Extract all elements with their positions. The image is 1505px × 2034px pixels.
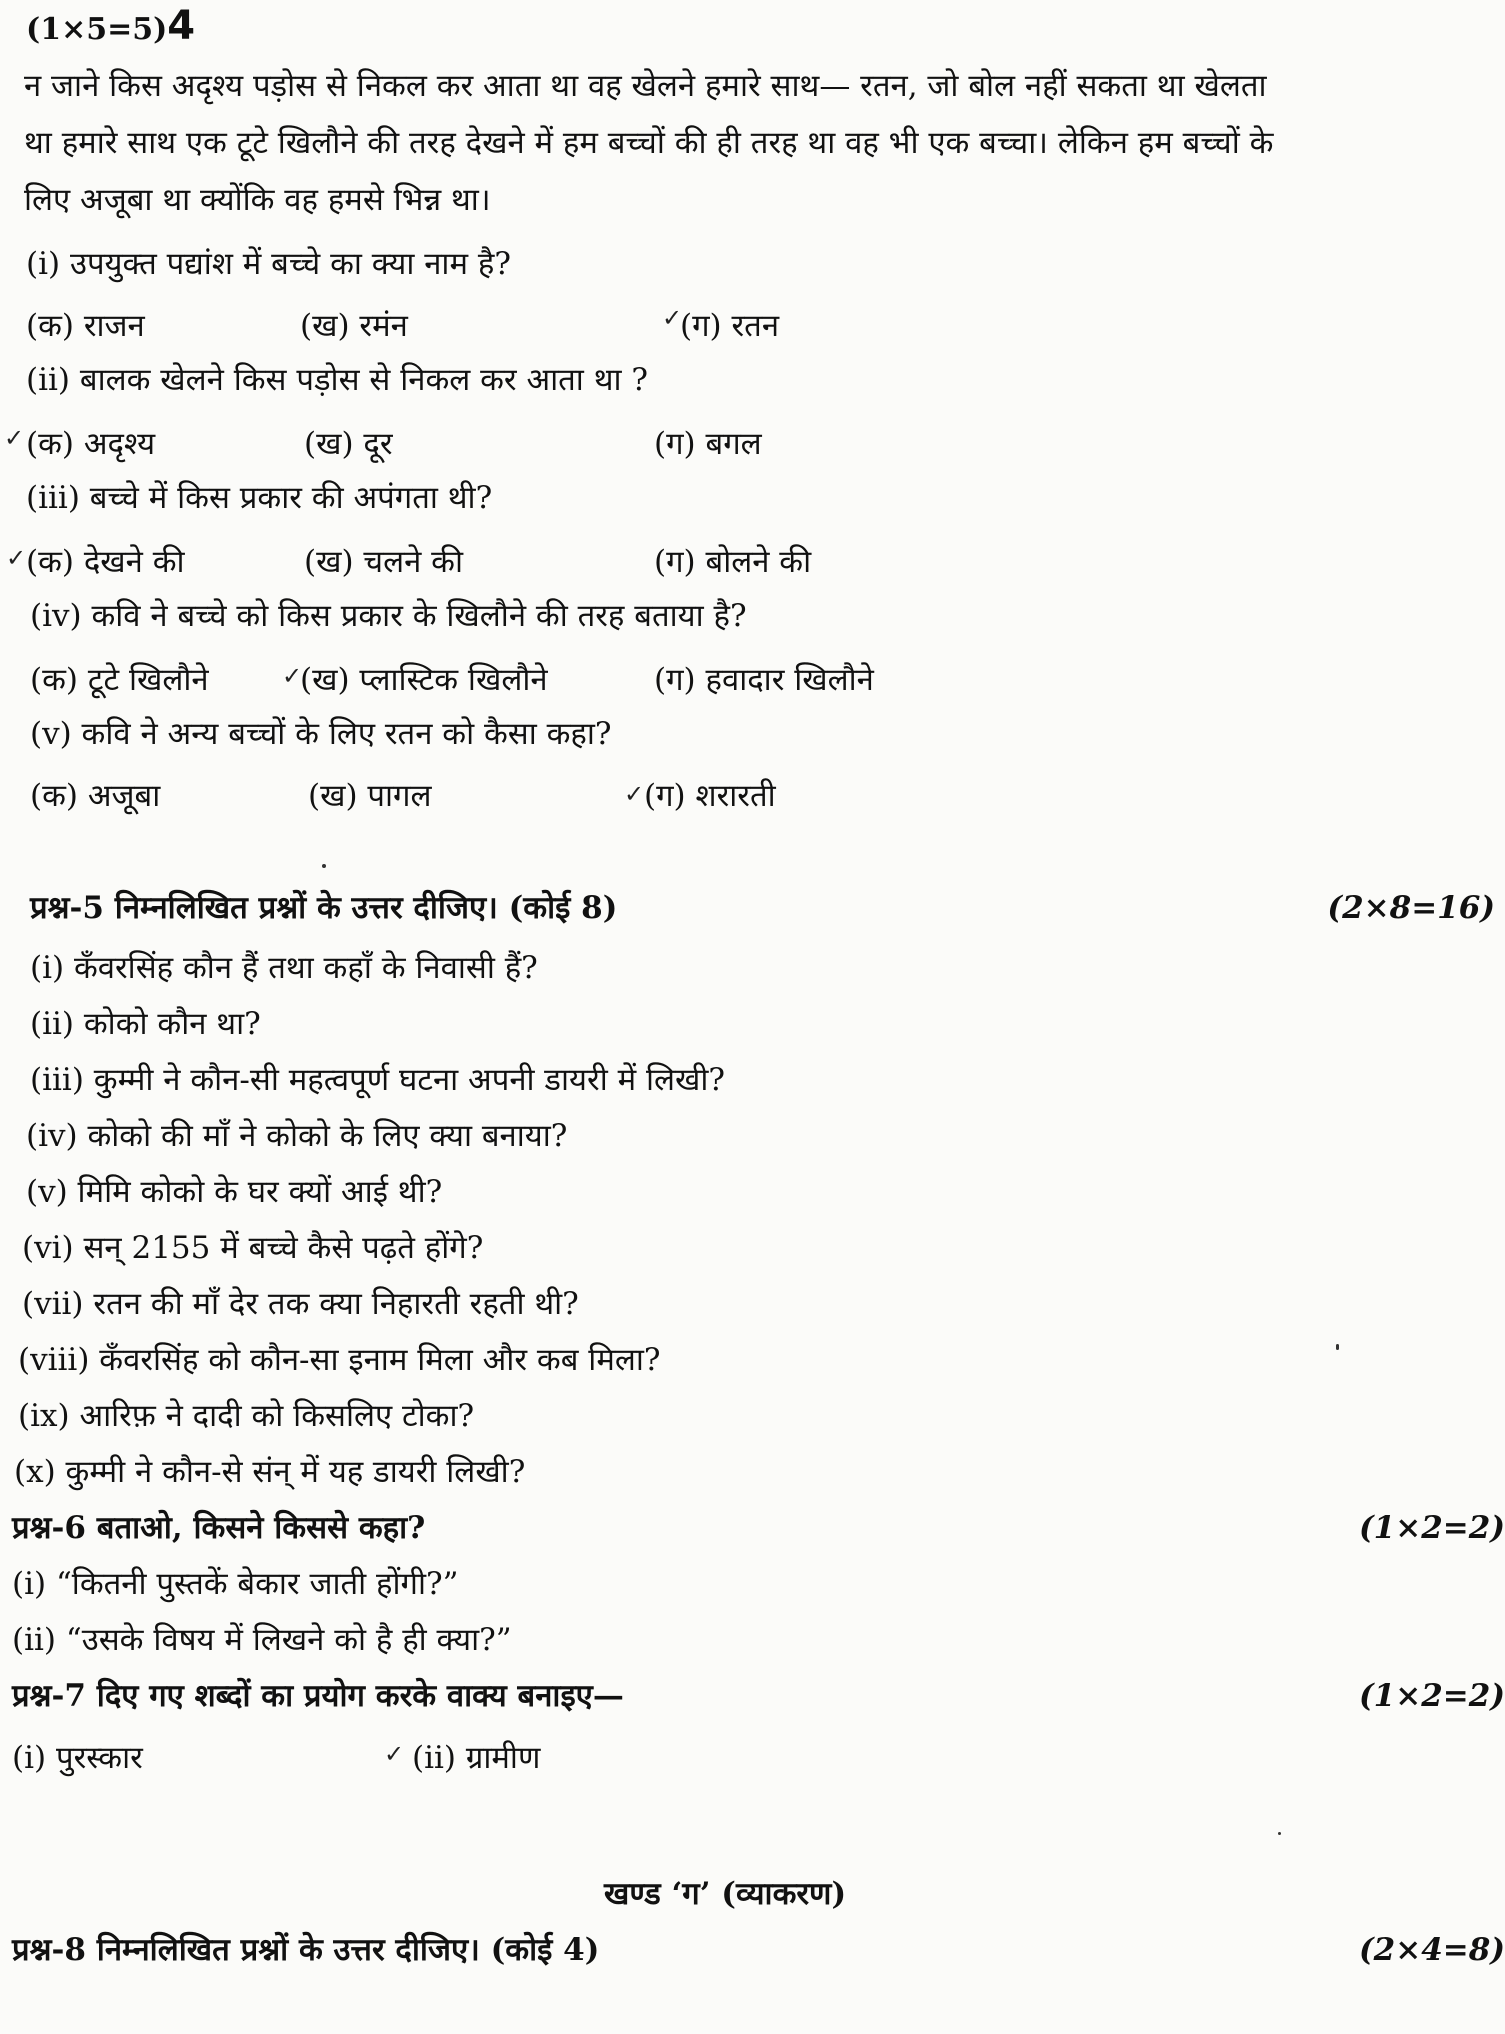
question-8-title: प्रश्न-8 निम्नलिखित प्रश्नों के उत्तर दीजिए। (कोई 4) [12, 1932, 600, 1968]
stray-mark [322, 864, 326, 868]
stray-mark [1336, 1344, 1339, 1350]
question-item: (viii) कँवरसिंह को कौन-सा इनाम मिला और कब मिला? [18, 1342, 661, 1378]
word-item: (i) पुरस्कार [12, 1740, 143, 1776]
mcq-option: (क) टूटे खिलौने [30, 662, 209, 698]
tick-mark-icon: ✓ [4, 424, 25, 452]
mcq-option: (ख) रमंन [300, 308, 408, 344]
mcq-question: (iv) कवि ने बच्चे को किस प्रकार के खिलौने की तरह बताया है? [30, 598, 747, 634]
question-7-marks: (1×2=2) [1359, 1678, 1505, 1714]
question-7-title: प्रश्न-7 दिए गए शब्दों का प्रयोग करके वाक्य बनाइए— [12, 1678, 624, 1714]
mcq-option: (ख) प्लास्टिक खिलौने [300, 662, 548, 698]
mcq-question: (v) कवि ने अन्य बच्चों के लिए रतन को कैसा कहा? [30, 716, 612, 752]
question-item: (v) मिमि कोको के घर क्यों आई थी? [26, 1174, 443, 1210]
passage-line: था हमारे साथ एक टूटे खिलौने की तरह देखने में हम बच्चों की ही तरह था वह भी एक बच्चा। लेकिन हम बच्चों के [24, 125, 1274, 161]
mcq-option: (ख) दूर [304, 426, 393, 462]
tick-mark-icon: ✓ [384, 1740, 405, 1768]
mcq-option: (क) राजन [26, 308, 145, 344]
section-marks [26, 2, 195, 50]
question-item: (vii) रतन की माँ देर तक क्या निहारती रहती थी? [22, 1286, 579, 1322]
question-item: (x) कुम्मी ने कौन-से संन् में यह डायरी लिखी? [14, 1454, 526, 1490]
handwritten-mark: 4 [167, 3, 196, 49]
mcq-option: (ग) हवादार खिलौने [654, 662, 874, 698]
section-g-heading: खण्ड ‘ग’ (व्याकरण) [604, 1876, 847, 1912]
question-item: (iii) कुम्मी ने कौन-सी महत्वपूर्ण घटना अपनी डायरी में लिखी? [30, 1062, 726, 1098]
tick-mark-icon: ✓ [662, 304, 683, 332]
mcq-option: (क) अजूबा [30, 778, 161, 814]
question-item: (ix) आरिफ़ ने दादी को किसलिए टोका? [18, 1398, 475, 1434]
question-item: (iv) कोको की माँ ने कोको के लिए क्या बनाया? [26, 1118, 568, 1154]
question-5-marks: (2×8=16) [1327, 890, 1495, 926]
stray-mark [1278, 1832, 1281, 1835]
tick-mark-icon: ✓ [6, 544, 27, 572]
question-5-title: प्रश्न-5 निम्नलिखित प्रश्नों के उत्तर दीजिए। (कोई 8) [30, 890, 618, 926]
passage-line: लिए अजूबा था क्योंकि वह हमसे भिन्न था। [24, 182, 491, 218]
word-item: (ii) ग्रामीण [412, 1740, 541, 1776]
tick-mark-icon: ✓ [282, 662, 303, 690]
question-item: (ii) “उसके विषय में लिखने को है ही क्या?” [12, 1622, 512, 1658]
question-6-marks: (1×2=2) [1359, 1510, 1505, 1546]
question-6-title: प्रश्न-6 बताओ, किसने किससे कहा? [12, 1510, 426, 1546]
question-item: (i) “कितनी पुस्तकें बेकार जाती होंगी?” [12, 1566, 459, 1602]
poem-passage [24, 58, 1484, 229]
question-8-marks: (2×4=8) [1359, 1932, 1505, 1968]
mcq-option: (ख) चलने की [304, 544, 463, 580]
question-item: (ii) कोको कौन था? [30, 1006, 261, 1042]
question-item: (vi) सन् 2155 में बच्चे कैसे पढ़ते होंगे? [22, 1230, 484, 1266]
mcq-option: (ग) रतन [680, 308, 780, 344]
tick-mark-icon: ✓ [624, 780, 645, 808]
mcq-question: (ii) बालक खेलने किस पड़ोस से निकल कर आता था ? [26, 362, 649, 398]
mcq-question: (i) उपयुक्त पद्यांश में बच्चे का क्या नाम है? [26, 246, 511, 282]
mcq-option: (ग) बोलने की [654, 544, 812, 580]
mcq-option: (क) देखने की [26, 544, 185, 580]
mcq-option: (ग) शरारती [644, 778, 776, 814]
question-item: (i) कँवरसिंह कौन हैं तथा कहाँ के निवासी हैं? [30, 950, 538, 986]
mcq-option: (क) अदृश्य [26, 426, 156, 462]
mcq-option: (ग) बगल [654, 426, 762, 462]
mcq-question: (iii) बच्चे में किस प्रकार की अपंगता थी? [26, 480, 493, 516]
marks-label: (1×5=5) [26, 12, 168, 47]
mcq-option: (ख) पागल [308, 778, 432, 814]
passage-line: न जाने किस अदृश्य पड़ोस से निकल कर आता था वह खेलने हमारे साथ— रतन, जो बोल नहीं सकता था खेलता [24, 68, 1267, 104]
